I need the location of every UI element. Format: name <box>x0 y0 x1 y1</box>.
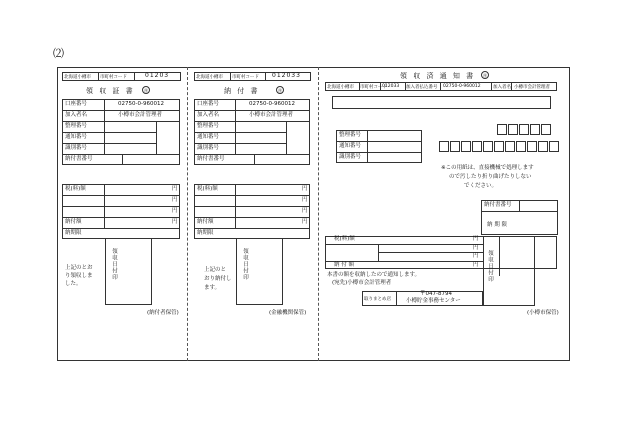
slip1-label-subscriber: 加入者名 <box>65 112 88 118</box>
slip2-paid-label: 納付額 <box>197 219 214 225</box>
slip3-yen: 円 <box>473 245 479 251</box>
slip2-yen: 円 <box>302 219 308 225</box>
slip3-notice-line1: ※この用紙は、直接機械で処理します <box>441 165 534 171</box>
slip3-yen: 円 <box>473 253 479 259</box>
slip2-code-label: 市町村コード <box>232 75 259 80</box>
slip1-code-label: 市町村コード <box>100 75 127 80</box>
slip2-label-bill: 納付書番号 <box>197 156 225 162</box>
slip2-title: 納 付 書 <box>224 87 260 95</box>
slip1-title: 領 収 証 書 <box>86 87 135 95</box>
slip2-paid-line1: 上記のと <box>204 267 227 273</box>
slip2-tax-label: 税(料)額 <box>197 186 218 192</box>
slip1-value-subscriber: 小樽市会計管理者 <box>118 112 163 118</box>
slip3-notice-line3: でください。 <box>464 183 498 189</box>
slip2-footer: (金融機関保管) <box>269 310 307 316</box>
slip2-yen: 円 <box>302 208 308 214</box>
slip3-label-id: 識別番号 <box>339 154 362 160</box>
slip1-label-notice: 通知番号 <box>65 134 88 140</box>
perforation-line-2 <box>318 67 319 361</box>
slip3-stamp-label: 領収日付印 <box>487 250 493 283</box>
slip3-receipt-line2: (宛先)小樽市会計管理者 <box>332 280 392 286</box>
slip2-city: 北海道小樽市 <box>196 75 223 80</box>
page-number: ⑵ <box>53 47 64 60</box>
slip1-label-bill: 納付書番号 <box>65 156 93 162</box>
slip3-label-notice: 通知番号 <box>339 143 362 149</box>
slip1-label-ref: 整理番号 <box>65 123 88 129</box>
slip1-due-label: 納期限 <box>65 230 82 236</box>
slip1-label-id: 識別番号 <box>65 145 88 151</box>
slip3-ocr-field <box>332 96 551 109</box>
slip3-notice-line2: ので汚したり折り曲げたりしない <box>449 174 532 180</box>
slip3-subscriber-label: 加入者名 <box>493 85 511 90</box>
slip1-label-account: 口座番号 <box>65 101 88 107</box>
slip3-due-label: 納 期 限 <box>487 222 507 228</box>
slip3-center-name: 小樽貯金事務センター <box>406 298 461 304</box>
slip3-title: 領 収 済 通 知 書 <box>400 72 476 80</box>
slip1-received-line1: 上記のとお <box>65 265 93 271</box>
slip2-paid-line2: おり納付し <box>204 276 232 282</box>
slip2-label-ref: 整理番号 <box>197 123 220 129</box>
slip3-label-ref: 整理番号 <box>339 132 362 138</box>
slip1-tax-label: 税(料)額 <box>65 186 86 192</box>
slip1-code: 01203 <box>145 72 170 79</box>
slip3-paid-label: 納 付 額 <box>334 262 354 268</box>
slip1-received-line2: り領収しま <box>65 273 93 279</box>
slip1-footer: (納付者保管) <box>147 310 179 316</box>
slip3-account: 02750-0-960012 <box>443 84 481 89</box>
slip3-subscriber: 小樽市会計管理者 <box>514 85 550 90</box>
slip2-paid-line3: ます。 <box>204 285 221 291</box>
slip1-yen: 円 <box>172 186 178 192</box>
slip3-account-label: 加入者払込番号 <box>406 85 438 90</box>
slip3-receipt-line1: 本書の額を収納したので通知します。 <box>327 272 421 278</box>
slip2-yen: 円 <box>302 197 308 203</box>
slip1-stamp-label: 領収日付印 <box>111 248 117 281</box>
slip2-label-id: 識別番号 <box>197 145 220 151</box>
slip3-address-label: 取りまとめ店 <box>364 297 391 302</box>
slip3-postal-code: 〒047-8794 <box>420 291 452 297</box>
slip2-value-subscriber: 小樽市会計管理者 <box>249 112 294 118</box>
slip1-seal-icon: ㊞ <box>144 88 148 93</box>
slip3-footer: (小樽市保管) <box>527 310 559 316</box>
slip2-label-account: 口座番号 <box>197 101 220 107</box>
slip3-tax-label: 税(料)額 <box>334 236 355 242</box>
slip2-label-subscriber: 加入者名 <box>197 112 220 118</box>
slip3-yen: 円 <box>473 262 479 268</box>
slip2-label-notice: 通知番号 <box>197 134 220 140</box>
slip2-value-account: 02750-0-960012 <box>249 101 295 107</box>
slip3-seal-icon: ㊞ <box>483 73 487 78</box>
slip3-city: 北海道小樽市 <box>327 85 354 90</box>
slip2-seal-icon: ㊞ <box>278 88 282 93</box>
slip2-yen: 円 <box>302 186 308 192</box>
slip1-received-line3: した。 <box>65 281 82 287</box>
slip1-yen: 円 <box>172 219 178 225</box>
slip2-code: 012033 <box>272 72 301 79</box>
slip1-paid-label: 納付額 <box>65 219 82 225</box>
slip3-code-label: 市町村コード <box>360 85 387 90</box>
slip1-city: 北海道小樽市 <box>64 75 91 80</box>
slip1-yen: 円 <box>172 197 178 203</box>
slip2-stamp-label: 領収日付印 <box>242 248 248 281</box>
perforation-line-1 <box>187 67 188 361</box>
slip2-due-label: 納期限 <box>197 230 214 236</box>
slip3-yen: 円 <box>473 236 479 242</box>
slip1-value-account: 02750-0-960012 <box>118 101 164 107</box>
slip3-bill-label: 納付書番号 <box>484 202 512 208</box>
slip3-code: 012033 <box>382 84 400 89</box>
slip1-yen: 円 <box>172 208 178 214</box>
